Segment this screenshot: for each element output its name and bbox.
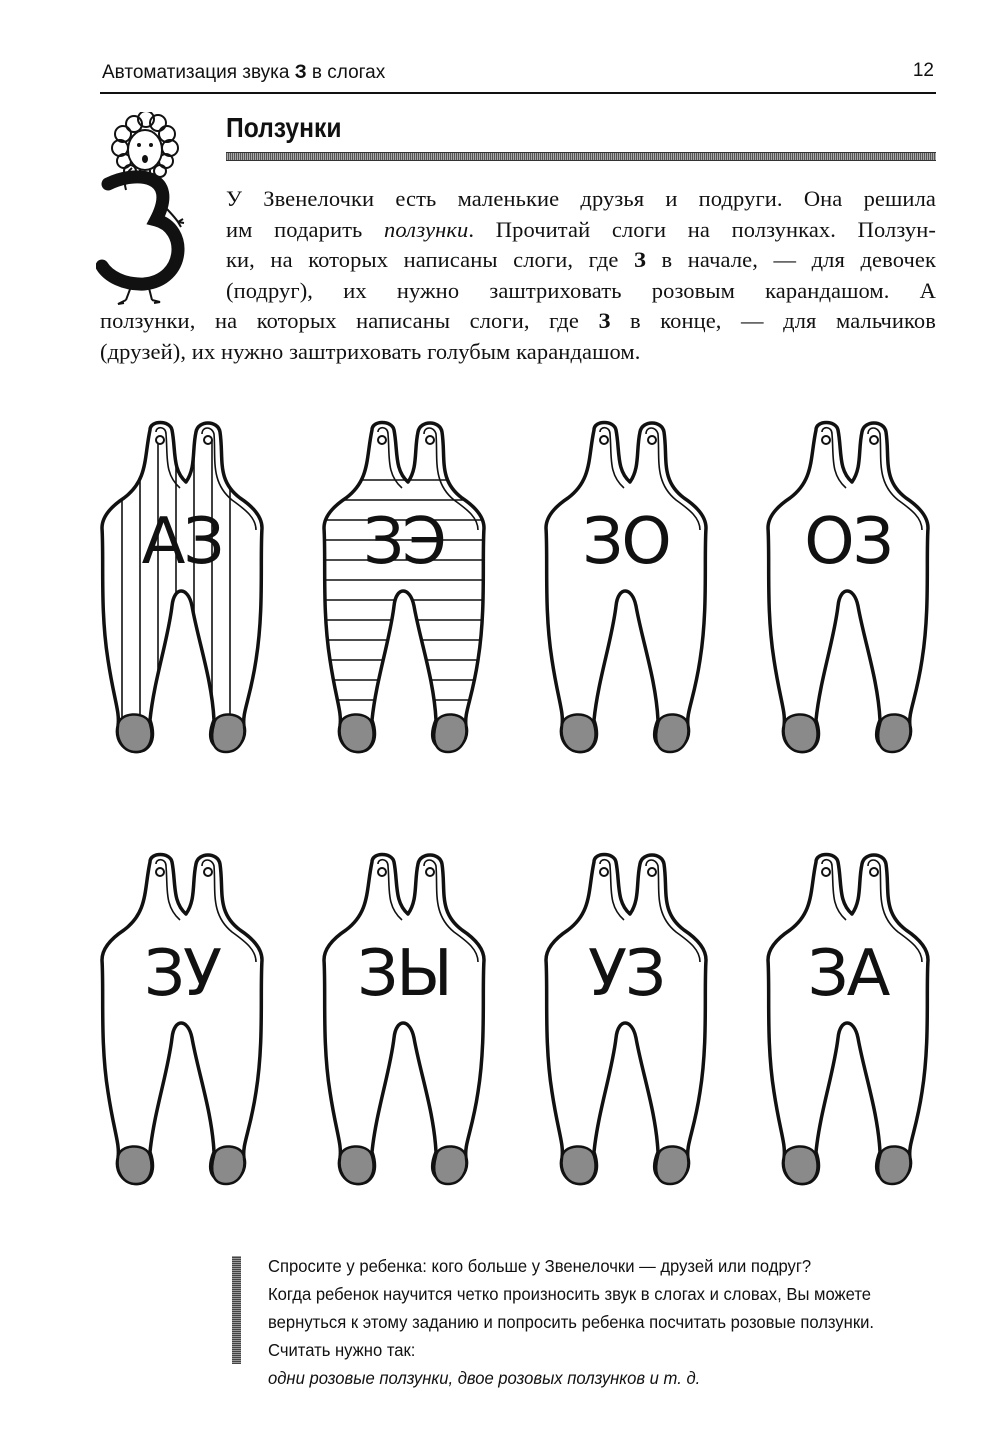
note-line-2: Когда ребенок научится четко произносить звук в слогах и словах, Вы можете bbox=[268, 1284, 871, 1304]
romper-syllable: ОЗ bbox=[804, 505, 892, 579]
romper-outline-icon bbox=[766, 852, 930, 1192]
romper-outline-icon bbox=[322, 420, 486, 760]
zvenelochka-mascot-illustration bbox=[96, 112, 216, 312]
intro-line-1: У Звенелочки есть маленькие друзья и подруги. Она решила bbox=[226, 186, 936, 211]
romper-2 bbox=[322, 420, 486, 760]
note-line-3: вернуться к этому заданию и попросить ребенка посчитать розовые ползунки. bbox=[268, 1312, 875, 1332]
note-side-bar bbox=[232, 1256, 241, 1364]
note-line-4: Считать нужно так: одни розовые ползунки, двое розовых ползунков и т. д. bbox=[268, 1340, 701, 1388]
romper-4 bbox=[766, 420, 930, 760]
heading-divider bbox=[226, 152, 936, 161]
romper-syllable: ЗА bbox=[807, 937, 889, 1011]
note-text bbox=[268, 1252, 914, 1392]
romper-outline-icon bbox=[766, 420, 930, 760]
romper-5 bbox=[100, 852, 264, 1192]
romper-6 bbox=[322, 852, 486, 1192]
romper-outline-icon bbox=[544, 852, 708, 1192]
page-title: Ползунки bbox=[226, 112, 342, 143]
romper-3 bbox=[544, 420, 708, 760]
intro-paragraph-bottom bbox=[100, 306, 936, 367]
romper-1 bbox=[100, 420, 264, 760]
intro-line-3: ки, на которых написаны слоги, где З в начале, — для девочек bbox=[226, 247, 937, 272]
intro-line-6: (друзей), их нужно заштриховать голубым карандашом. bbox=[100, 338, 641, 364]
rompers-grid bbox=[100, 420, 930, 1220]
romper-8 bbox=[766, 852, 930, 1192]
intro-line-2: им подарить ползунки. Прочитай слоги на ползунках. Ползун- bbox=[226, 216, 936, 242]
intro-paragraph-top bbox=[226, 184, 936, 306]
note-line-1: Спросите у ребенка: кого больше у Звенелочки — друзей или подруг? bbox=[268, 1256, 812, 1276]
romper-syllable: АЗ bbox=[141, 505, 223, 579]
parent-note bbox=[232, 1252, 942, 1388]
romper-syllable: ЗО bbox=[582, 505, 670, 579]
intro-line-5: ползунки, на которых написаны слоги, где З в конце, — для мальчиков bbox=[100, 308, 936, 333]
romper-syllable: ЗУ bbox=[143, 937, 221, 1011]
romper-outline-icon bbox=[322, 852, 486, 1192]
romper-syllable: ЗЭ bbox=[363, 505, 445, 579]
romper-syllable: УЗ bbox=[587, 937, 665, 1011]
page-number: 12 bbox=[912, 60, 934, 81]
romper-outline-icon bbox=[100, 852, 264, 1192]
header-title: Автоматизация звука З в слогах bbox=[102, 62, 386, 83]
running-header bbox=[100, 58, 936, 94]
romper-7 bbox=[544, 852, 708, 1192]
romper-syllable: ЗЫ bbox=[357, 937, 451, 1011]
romper-outline-icon bbox=[544, 420, 708, 760]
intro-line-4: (подруг), их нужно заштриховать розовым карандашом. А bbox=[226, 277, 936, 303]
romper-outline-icon bbox=[100, 420, 264, 760]
